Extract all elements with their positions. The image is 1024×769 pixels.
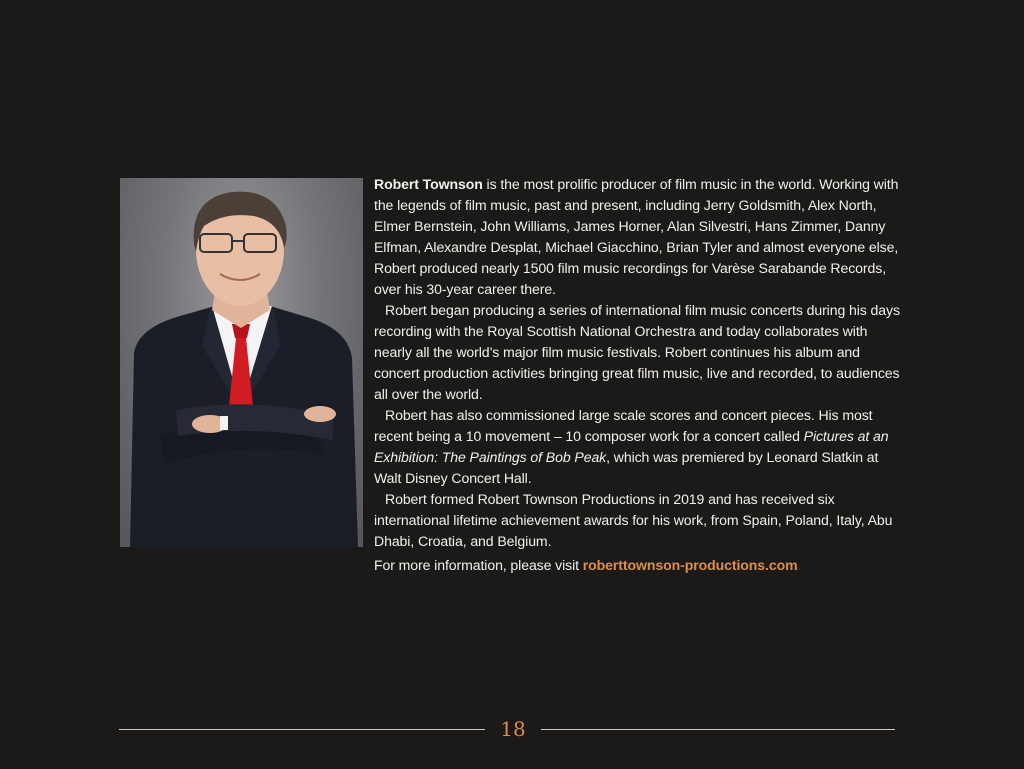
footer-rule-left <box>119 729 485 730</box>
more-info <box>374 555 904 576</box>
more-info-prefix: For more information, please visit <box>374 557 583 573</box>
bio-paragraph-2: Robert began producing a series of international film music concerts during his days recording with the Royal Scottish National Orchestra and today collaborates with nearly all the world’s major film music festivals. Robert continues his album and concert production activities bringing great film music, live and recorded, to audiences all over the world. <box>374 302 900 402</box>
page-number: 18 <box>500 717 526 741</box>
bio-paragraph-3-text-after: , which was premiered by Leonard Slatkin at Walt Disney Concert Hall. <box>374 449 879 486</box>
bio-work-title: Pictures at an Exhibition: The Paintings of Bob Peak <box>374 428 889 465</box>
biography-text <box>374 174 904 576</box>
bio-paragraph-4: Robert formed Robert Townson Productions in 2019 and has received six international lifetime achievement awards for his work, from Spain, Poland, Italy, Abu Dhabi, Croatia, and Belgium. <box>374 491 893 549</box>
portrait-illustration <box>120 178 363 547</box>
bio-name: Robert Townson <box>374 176 483 192</box>
portrait-photo <box>120 178 363 547</box>
bio-paragraph-3-text-before: Robert has also commissioned large scale scores and concert pieces. His most recent being a 10 movement – 10 composer work for a concert called <box>374 407 873 444</box>
website-link[interactable]: roberttownson-productions.com <box>582 557 798 573</box>
bio-paragraph-1-text: is the most prolific producer of film music in the world. Working with the legends of film music, past and present, including Jerry Goldsmith, Alex North, Elmer Bernstein, John Williams, James Horner, Alan Silvestri, Hans Zimmer, Danny Elfman, Alexandre Desplat, Michael Giacchino, Brian Tyler and almost everyone else, Robert produced nearly 1500 film music recordings for Varèse Sarabande Records, over his 30-year career there. <box>374 176 899 297</box>
bio-paragraph-3 <box>374 405 904 489</box>
bio-paragraph-1 <box>374 174 904 300</box>
footer-rule-right <box>541 729 895 730</box>
